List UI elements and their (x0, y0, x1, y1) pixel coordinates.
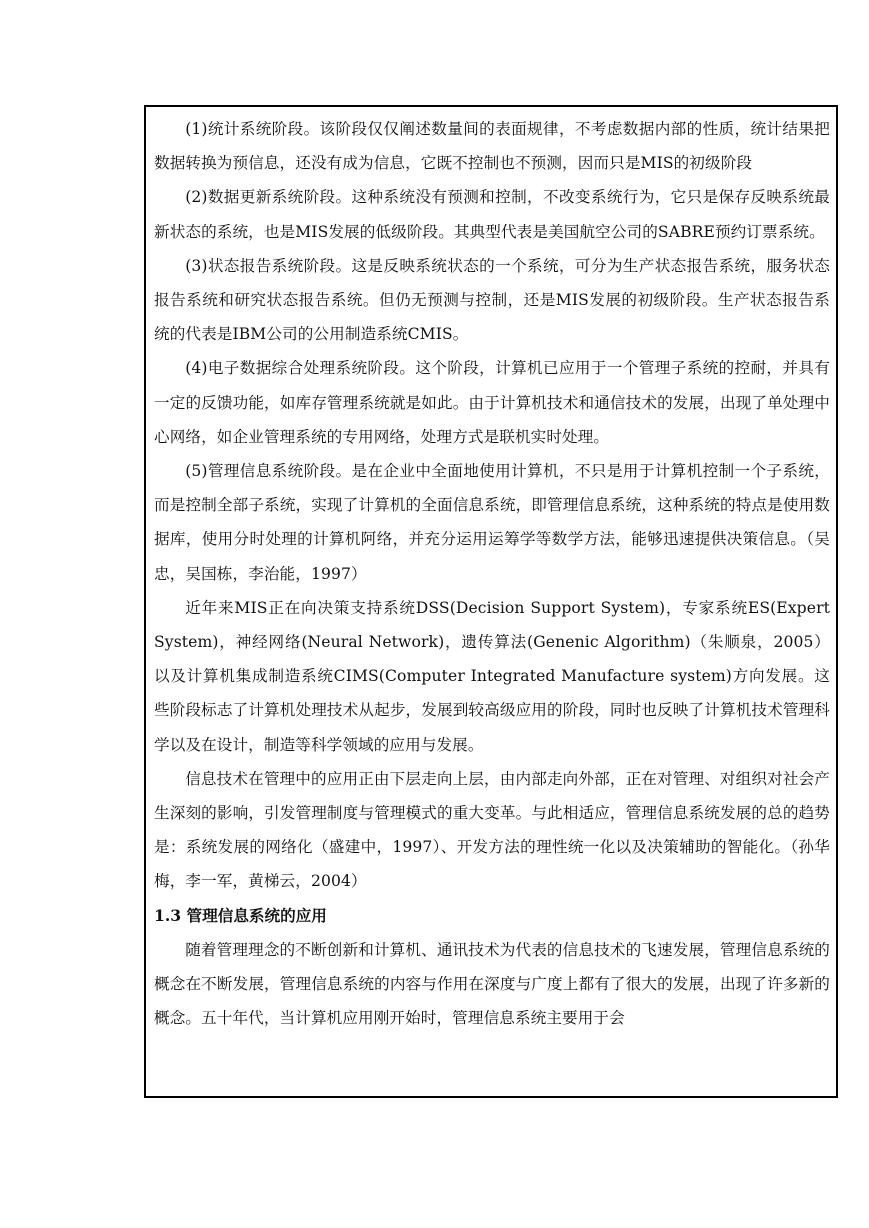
paragraph-stage-4: (4)电子数据综合处理系统阶段。这个阶段，计算机已应用于一个管理子系统的控耐，并具有一定的反馈功能，如库存管理系统就是如此。由于计算机技术和通信技术的发展，出现了单处理中心网络，如企业管理系统的专用网络，处理方式是联机实时处理。 (154, 359, 830, 446)
section-heading: 1.3 管理信息系统的应用 (154, 905, 327, 925)
paragraph-stage-2: (2)数据更新系统阶段。这种系统没有预测和控制，不改变系统行为，它只是保存反映系统最新状态的系统，也是MIS发展的低级阶段。其典型代表是美国航空公司的SABRE预约订票系统。 (154, 188, 830, 241)
paragraph-it-in-management: 信息技术在管理中的应用正由下层走向上层，由内部走向外部，正在对管理、对组织对社会产生深刻的影响，引发管理制度与管理模式的重大变革。与此相适应，管理信息系统发展的总的趋势是：系统发展的网络化（盛建中，1997）、开发方法的理性统一化以及决策辅助的智能化。（孙华梅，李一军，黄梯云，2004） (154, 769, 830, 891)
paragraph-stage-1: (1)统计系统阶段。该阶段仅仅阐述数量间的表面规律，不考虑数据内部的性质，统计结果把数据转换为预信息，还没有成为信息，它既不控制也不预测，因而只是MIS的初级阶段 (154, 120, 830, 173)
paragraph-stage-3: (3)状态报告系统阶段。这是反映系统状态的一个系统，可分为生产状态报告系统，服务状态报告系统和研究状态报告系统。但仍无预测与控制，还是MIS发展的初级阶段。生产状态报告系统的代表是IBM公司的公用制造系统CMIS。 (154, 256, 830, 344)
paragraph-applications: 随着管理理念的不断创新和计算机、通讯技术为代表的信息技术的飞速发展，管理信息系统的概念在不断发展，管理信息系统的内容与作用在深度与广度上都有了很大的发展，出现了许多新的概念。五十年代，当计算机应用刚开始时，管理信息系统主要用于会 (154, 940, 830, 1028)
paragraph-stage-5: (5)管理信息系统阶段。是在企业中全面地使用计算机，不只是用于计算机控制一个子系统，而是控制全部子系统，实现了计算机的全面信息系统，即管理信息系统，这种系统的特点是使用数据库，使用分时处理的计算机阿络，并充分运用运筹学等数学方法，能够迅速提供决策信息。（吴忠，吴国栋，李治能，1997） (154, 462, 830, 583)
document-body (154, 112, 830, 1035)
document-frame (144, 105, 838, 1098)
paragraph-mis-trends: 近年来MIS正在向决策支持系统DSS(Decision Support System)，专家系统ES(Expert System)，神经网络(Neural Network)，遗传算法(Genenic Algorithm)（朱顺泉，2005）以及计算机集成制造系统CIMS(Computer Integrated Manufacture system)方向发展。这些阶段标志了计算机处理技术从起步，发展到较高级应用的阶段，同时也反映了计算机技术管理科学以及在设计，制造等科学领域的应用与发展。 (154, 598, 830, 754)
